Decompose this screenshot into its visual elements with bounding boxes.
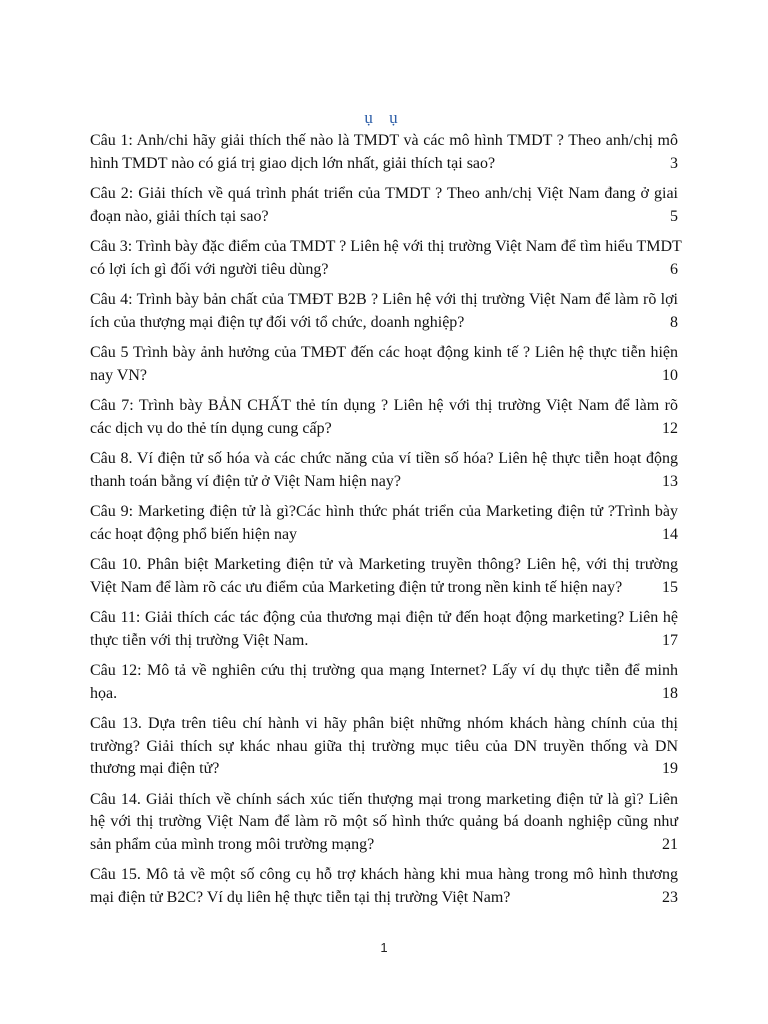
toc-entry-last-line <box>90 206 678 229</box>
toc-entry-line: Câu 11: Giải thích các tác động của thương mại điện tử đến hoạt động marketing? Liên hệ <box>90 609 678 626</box>
toc-entry-page: 6 <box>670 260 678 278</box>
toc-entry-page: 13 <box>662 472 678 490</box>
toc-entry-last-line <box>90 471 678 494</box>
toc-entry-page: 18 <box>662 684 678 702</box>
toc-entry-line: Câu 15. Mô tả về một số công cụ hỗ trợ khách hàng khi mua hàng trong mô hình thương <box>90 866 678 883</box>
toc-entry-line: Câu 1: Anh/chi hãy giải thích thế nào là TMDT và các mô hình TMDT ? Theo anh/chị mô <box>90 132 678 149</box>
toc-entry-last-line <box>90 834 678 857</box>
toc-entry-page: 3 <box>670 154 678 172</box>
toc-entry[interactable] <box>90 713 678 781</box>
toc-entry-line: Câu 5 Trình bày ảnh hưởng của TMĐT đến các hoạt động kinh tế ? Liên hệ thực tiễn hiện <box>90 344 678 361</box>
toc-entry-line: Câu 4: Trình bày bản chất của TMĐT B2B ? Liên hệ với thị trường Việt Nam để làm rõ lợi <box>90 291 678 308</box>
toc-entry-text: họa. <box>90 684 118 702</box>
toc-entry-page: 10 <box>662 366 678 384</box>
toc-entry-line: Câu 10. Phân biệt Marketing điện tử và Marketing truyền thông? Liên hệ, với thị trường <box>90 556 678 573</box>
toc-entry-last-line <box>90 312 678 335</box>
toc-entry[interactable] <box>90 289 678 334</box>
toc-entry-page: 15 <box>662 578 678 596</box>
toc-entry-page: 21 <box>662 835 678 853</box>
toc-entry[interactable] <box>90 130 678 175</box>
page-number: 1 <box>380 940 388 955</box>
toc-entry-last-line <box>90 577 678 600</box>
toc-entry-page: 17 <box>662 631 678 649</box>
toc-entry-line: hệ với thị trường Việt Nam để làm rõ một số hình thức quảng bá doanh nghiệp cũng như <box>90 813 678 830</box>
toc-entry-text: hình TMDT nào có giá trị giao dịch lớn nhất, giải thích tại sao? <box>90 154 496 172</box>
toc-entry-last-line <box>90 259 678 282</box>
toc-entry-line: Câu 13. Dựa trên tiêu chí hành vi hãy phân biệt những nhóm khách hàng chính của thị <box>90 715 678 732</box>
toc-entry[interactable] <box>90 660 678 705</box>
toc-entry-line: Câu 9: Marketing điện tử là gì?Các hình thức phát triển của Marketing điện tử ?Trình bày <box>90 503 678 520</box>
toc-entry[interactable] <box>90 864 678 909</box>
toc-entry[interactable] <box>90 183 678 228</box>
toc-entry-page: 14 <box>662 525 678 543</box>
toc-entry-text: sản phẩm của mình trong môi trường mạng? <box>90 835 375 853</box>
toc-entry[interactable] <box>90 789 678 857</box>
toc-entry-last-line <box>90 153 678 176</box>
toc-entry-text: đoạn nào, giải thích tại sao? <box>90 207 269 225</box>
toc-entry-page: 8 <box>670 313 678 331</box>
toc-entry-text: ích của thượng mại điện tự đối với tổ chức, doanh nghiệp? <box>90 313 465 331</box>
toc-entry-line: Câu 14. Giải thích về chính sách xúc tiến thượng mại trong marketing điện tử là gì? Liên <box>90 790 678 808</box>
toc-entry-last-line <box>90 887 678 910</box>
toc-entry[interactable] <box>90 554 678 599</box>
toc-entry-last-line <box>90 630 678 653</box>
toc-entry-text: các dịch vụ do thẻ tín dụng cung cấp? <box>90 419 332 437</box>
toc-entry-last-line <box>90 683 678 706</box>
toc-entry-text: Việt Nam để làm rõ các ưu điểm của Marketing điện tử trong nền kinh tế hiện nay? <box>90 578 623 596</box>
toc-entry-page: 19 <box>662 760 678 777</box>
toc-entry-line: Câu 3: Trình bày đặc điểm của TMDT ? Liên hệ với thị trường Việt Nam để tìm hiểu TMDT <box>90 238 682 255</box>
toc-entry-page: 5 <box>670 207 678 225</box>
toc-heading: ụ ụ <box>364 108 404 127</box>
toc-entry-last-line <box>90 524 678 547</box>
toc-entry-text: thực tiễn với thị trường Việt Nam. <box>90 631 309 649</box>
toc-entry-line: Câu 7: Trình bày BẢN CHẤT thẻ tín dụng ? Liên hệ với thị trường Việt Nam để làm rõ <box>90 397 678 414</box>
toc-entry[interactable] <box>90 342 678 387</box>
toc-entry[interactable] <box>90 607 678 652</box>
toc-entry[interactable] <box>90 448 678 493</box>
toc-entry[interactable] <box>90 501 678 546</box>
toc-entry-line: trường? Giải thích sự khác nhau giữa thị trường mục tiêu của DN truyền thống và DN <box>90 737 678 755</box>
toc-entry-page: 12 <box>662 419 678 437</box>
toc-entry-line: Câu 2: Giải thích về quá trình phát triển của TMDT ? Theo anh/chị Việt Nam đang ở giai <box>90 185 678 202</box>
toc-entry-text: các hoạt động phổ biến hiện nay <box>90 525 298 543</box>
toc-entry-page: 23 <box>662 888 678 906</box>
toc-entry-text: nay VN? <box>90 366 148 384</box>
toc-entry-last-line <box>90 365 678 388</box>
toc-entry-line: Câu 8. Ví điện tử số hóa và các chức năng của ví tiền số hóa? Liên hệ thực tiễn hoạt động <box>90 450 678 467</box>
toc-entry-last-line <box>90 758 678 781</box>
toc-entry[interactable] <box>90 395 678 440</box>
toc-entry-text: mại điện tử B2C? Ví dụ liên hệ thực tiễn tại thị trường Việt Nam? <box>90 888 511 906</box>
toc-entry-last-line <box>90 418 678 441</box>
toc-entry-line: Câu 12: Mô tả về nghiên cứu thị trường qua mạng Internet? Lấy ví dụ thực tiễn để minh <box>90 662 678 679</box>
toc-entry-text: có lợi ích gì đối với người tiêu dùng? <box>90 260 329 278</box>
toc-entry-text: thương mại điện tử? <box>90 760 220 777</box>
toc-entry[interactable] <box>90 236 682 281</box>
toc-entry-text: thanh toán bằng ví điện tử ở Việt Nam hiện nay? <box>90 472 401 490</box>
table-of-contents <box>90 130 682 917</box>
